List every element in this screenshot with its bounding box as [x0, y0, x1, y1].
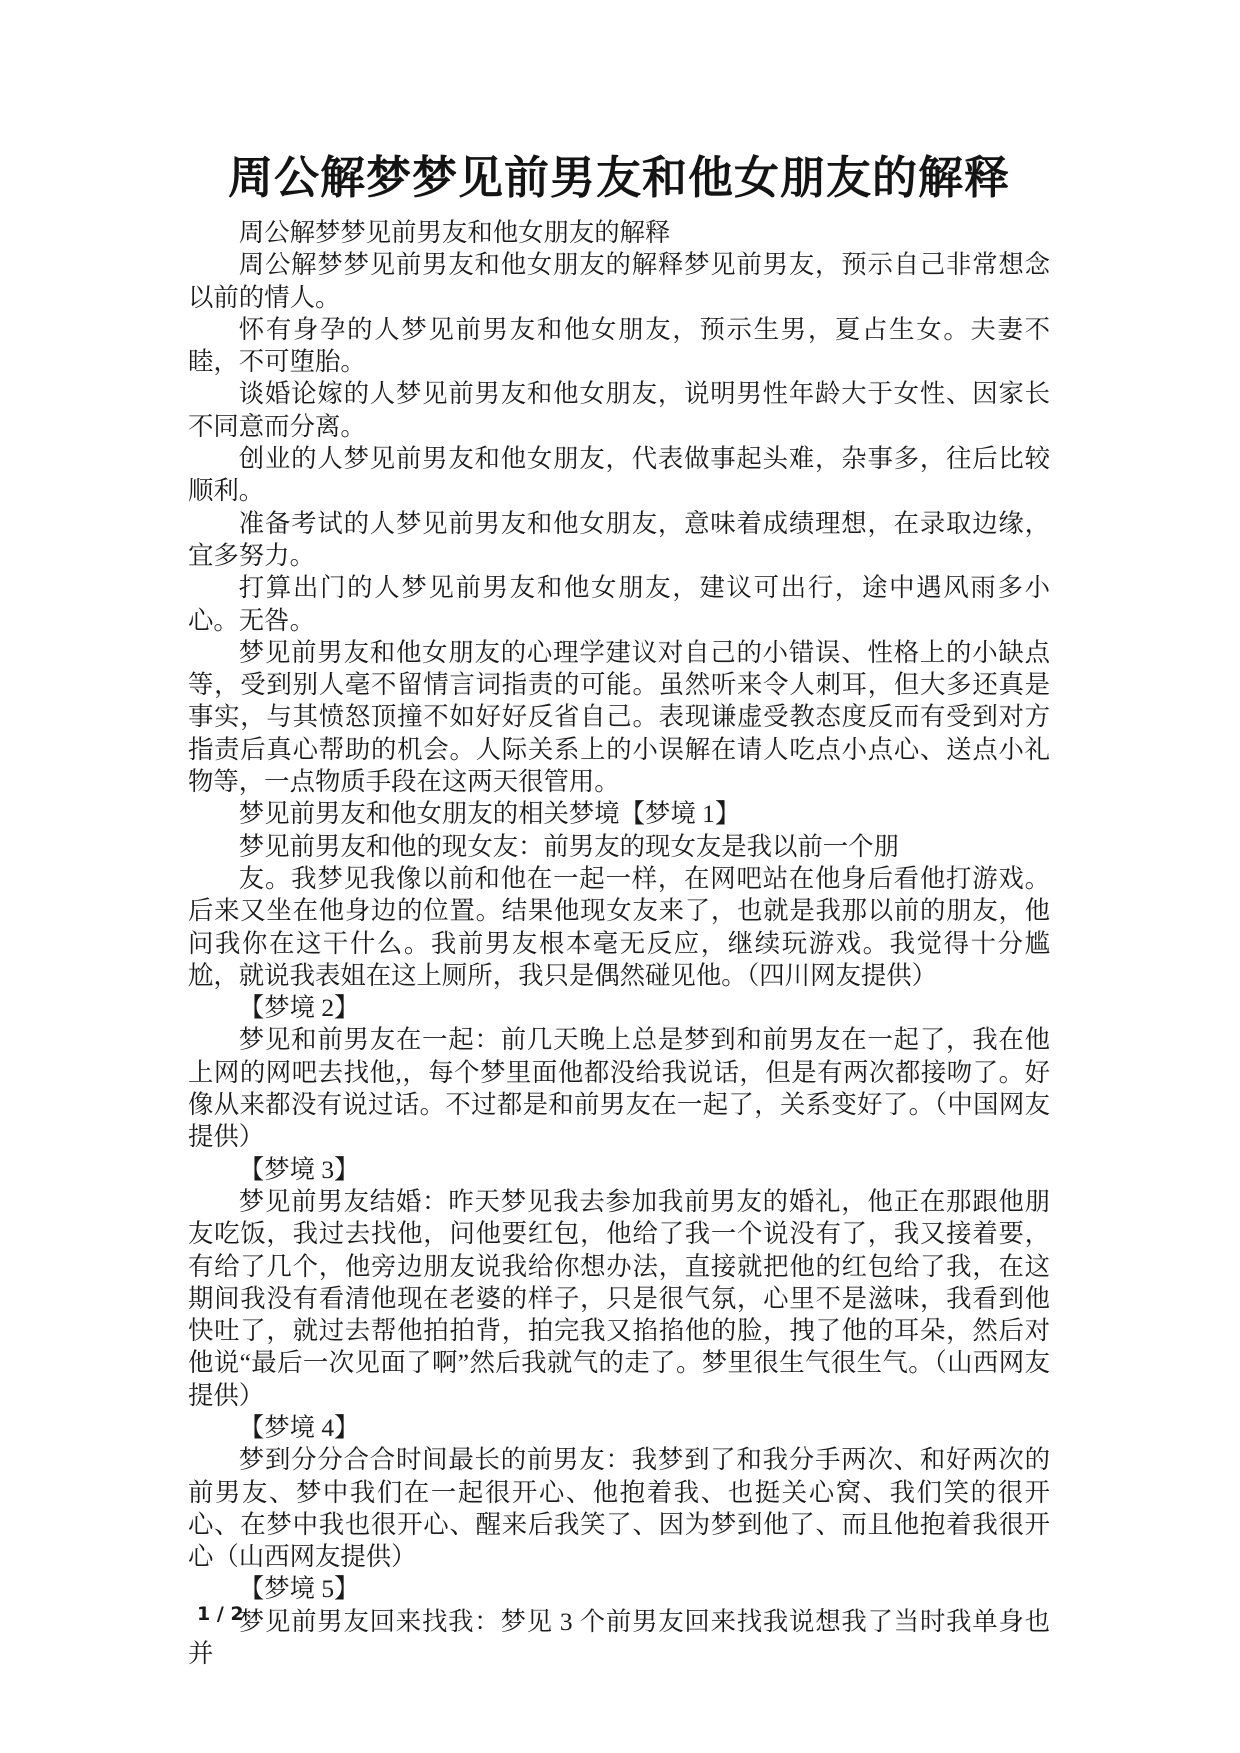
paragraph: 打算出门的人梦见前男友和他女朋友，建议可出行，途中遇风雨多小心。无咎。: [188, 574, 1050, 635]
paragraph: 创业的人梦见前男友和他女朋友，代表做事起头难，杂事多，往后比较顺利。: [188, 445, 1050, 506]
page-number: 1 / 2: [197, 1603, 244, 1625]
paragraph: 梦见前男友结婚：昨天梦见我去参加我前男友的婚礼，他正在那跟他朋友吃饭，我过去找他，问他要红包，他给了我一个说没有了，我又接着要，有给了几个，他旁边朋友说我给你想办法，直接就把他的红包给了我，在这期间我没有看清他现在老婆的样子，只是很气氛，心里不是滋味，我看到他快吐了，就过去帮他拍拍背，拍完我又掐掐他的脸，拽了他的耳朵，然后对他说“最后一次见面了啊”然后我就气的走了。梦里很生气很生气。（山西网友提供）: [188, 1187, 1050, 1410]
paragraph: 梦见前男友和他女朋友的心理学建议对自己的小错误、性格上的小缺点等，受到别人毫不留情言词指责的可能。虽然听来令人刺耳，但大多还真是事实，与其愤怒顶撞不如好好反省自己。表现谦虚受教态度反而有受到对方指责后真心帮助的机会。人际关系上的小误解在请人吃点小点心、送点小礼物等，一点物质手段在这两天很管用。: [188, 638, 1050, 797]
paragraph: 梦见前男友和他女朋友的相关梦境【梦境 1】: [238, 800, 741, 829]
paragraph: 谈婚论嫁的人梦见前男友和他女朋友，说明男性年龄大于女性、因家长不同意而分离。: [188, 380, 1050, 441]
paragraph-dream-heading: 【梦境 5】: [238, 1575, 360, 1604]
paragraph-dream-heading: 【梦境 4】: [238, 1413, 360, 1442]
paragraph-dream-heading: 【梦境 3】: [238, 1155, 360, 1184]
document-title: 周公解梦梦见前男友和他女朋友的解释: [227, 153, 1010, 203]
paragraph: 梦见和前男友在一起：前几天晚上总是梦到和前男友在一起了，我在他上网的网吧去找他,，每个梦里面他都没给我说话，但是有两次都接吻了。好像从来都没有说过话。不过都是和前男友在一起了，关系变好了。（中国网友提供）: [188, 1026, 1050, 1152]
paragraph: 友。我梦见我像以前和他在一起一样，在网吧站在他身后看他打游戏。后来又坐在他身边的位置。结果他现女友来了，也就是我那以前的朋友，他问我你在这干什么。我前男友根本毫无反应，继续玩游戏。我觉得十分尴尬，就说我表姐在这上厕所，我只是偶然碰见他。（四川网友提供）: [188, 864, 1050, 990]
paragraph: 周公解梦梦见前男友和他女朋友的解释梦见前男友，预示自己非常想念以前的情人。: [188, 251, 1050, 312]
paragraph: 怀有身孕的人梦见前男友和他女朋友，预示生男，夏占生女。夫妻不睦，不可堕胎。: [188, 315, 1050, 377]
paragraph: 周公解梦梦见前男友和他女朋友的解释: [238, 219, 671, 247]
paragraph: 梦见前男友和他的现女友：前男友的现女友是我以前一个朋: [238, 832, 899, 861]
document-body: [188, 217, 1050, 1670]
paragraph-dream-heading: 【梦境 2】: [238, 994, 360, 1023]
document-content: [188, 0, 1050, 1670]
paragraph: 梦见前男友回来找我：梦见 3 个前男友回来找我说想我了当时我单身也并: [188, 1607, 1050, 1669]
paragraph: 准备考试的人梦见前男友和他女朋友，意味着成绩理想，在录取边缘，宜多努力。: [188, 509, 1050, 570]
paragraph: 梦到分分合合时间最长的前男友：我梦到了和我分手两次、和好两次的前男友、梦中我们在一起很开心、他抱着我、也挺关心窝、我们笑的很开心、在梦中我也很开心、醒来后我笑了、因为梦到他了、而且他抱着我很开心（山西网友提供）: [188, 1446, 1050, 1572]
